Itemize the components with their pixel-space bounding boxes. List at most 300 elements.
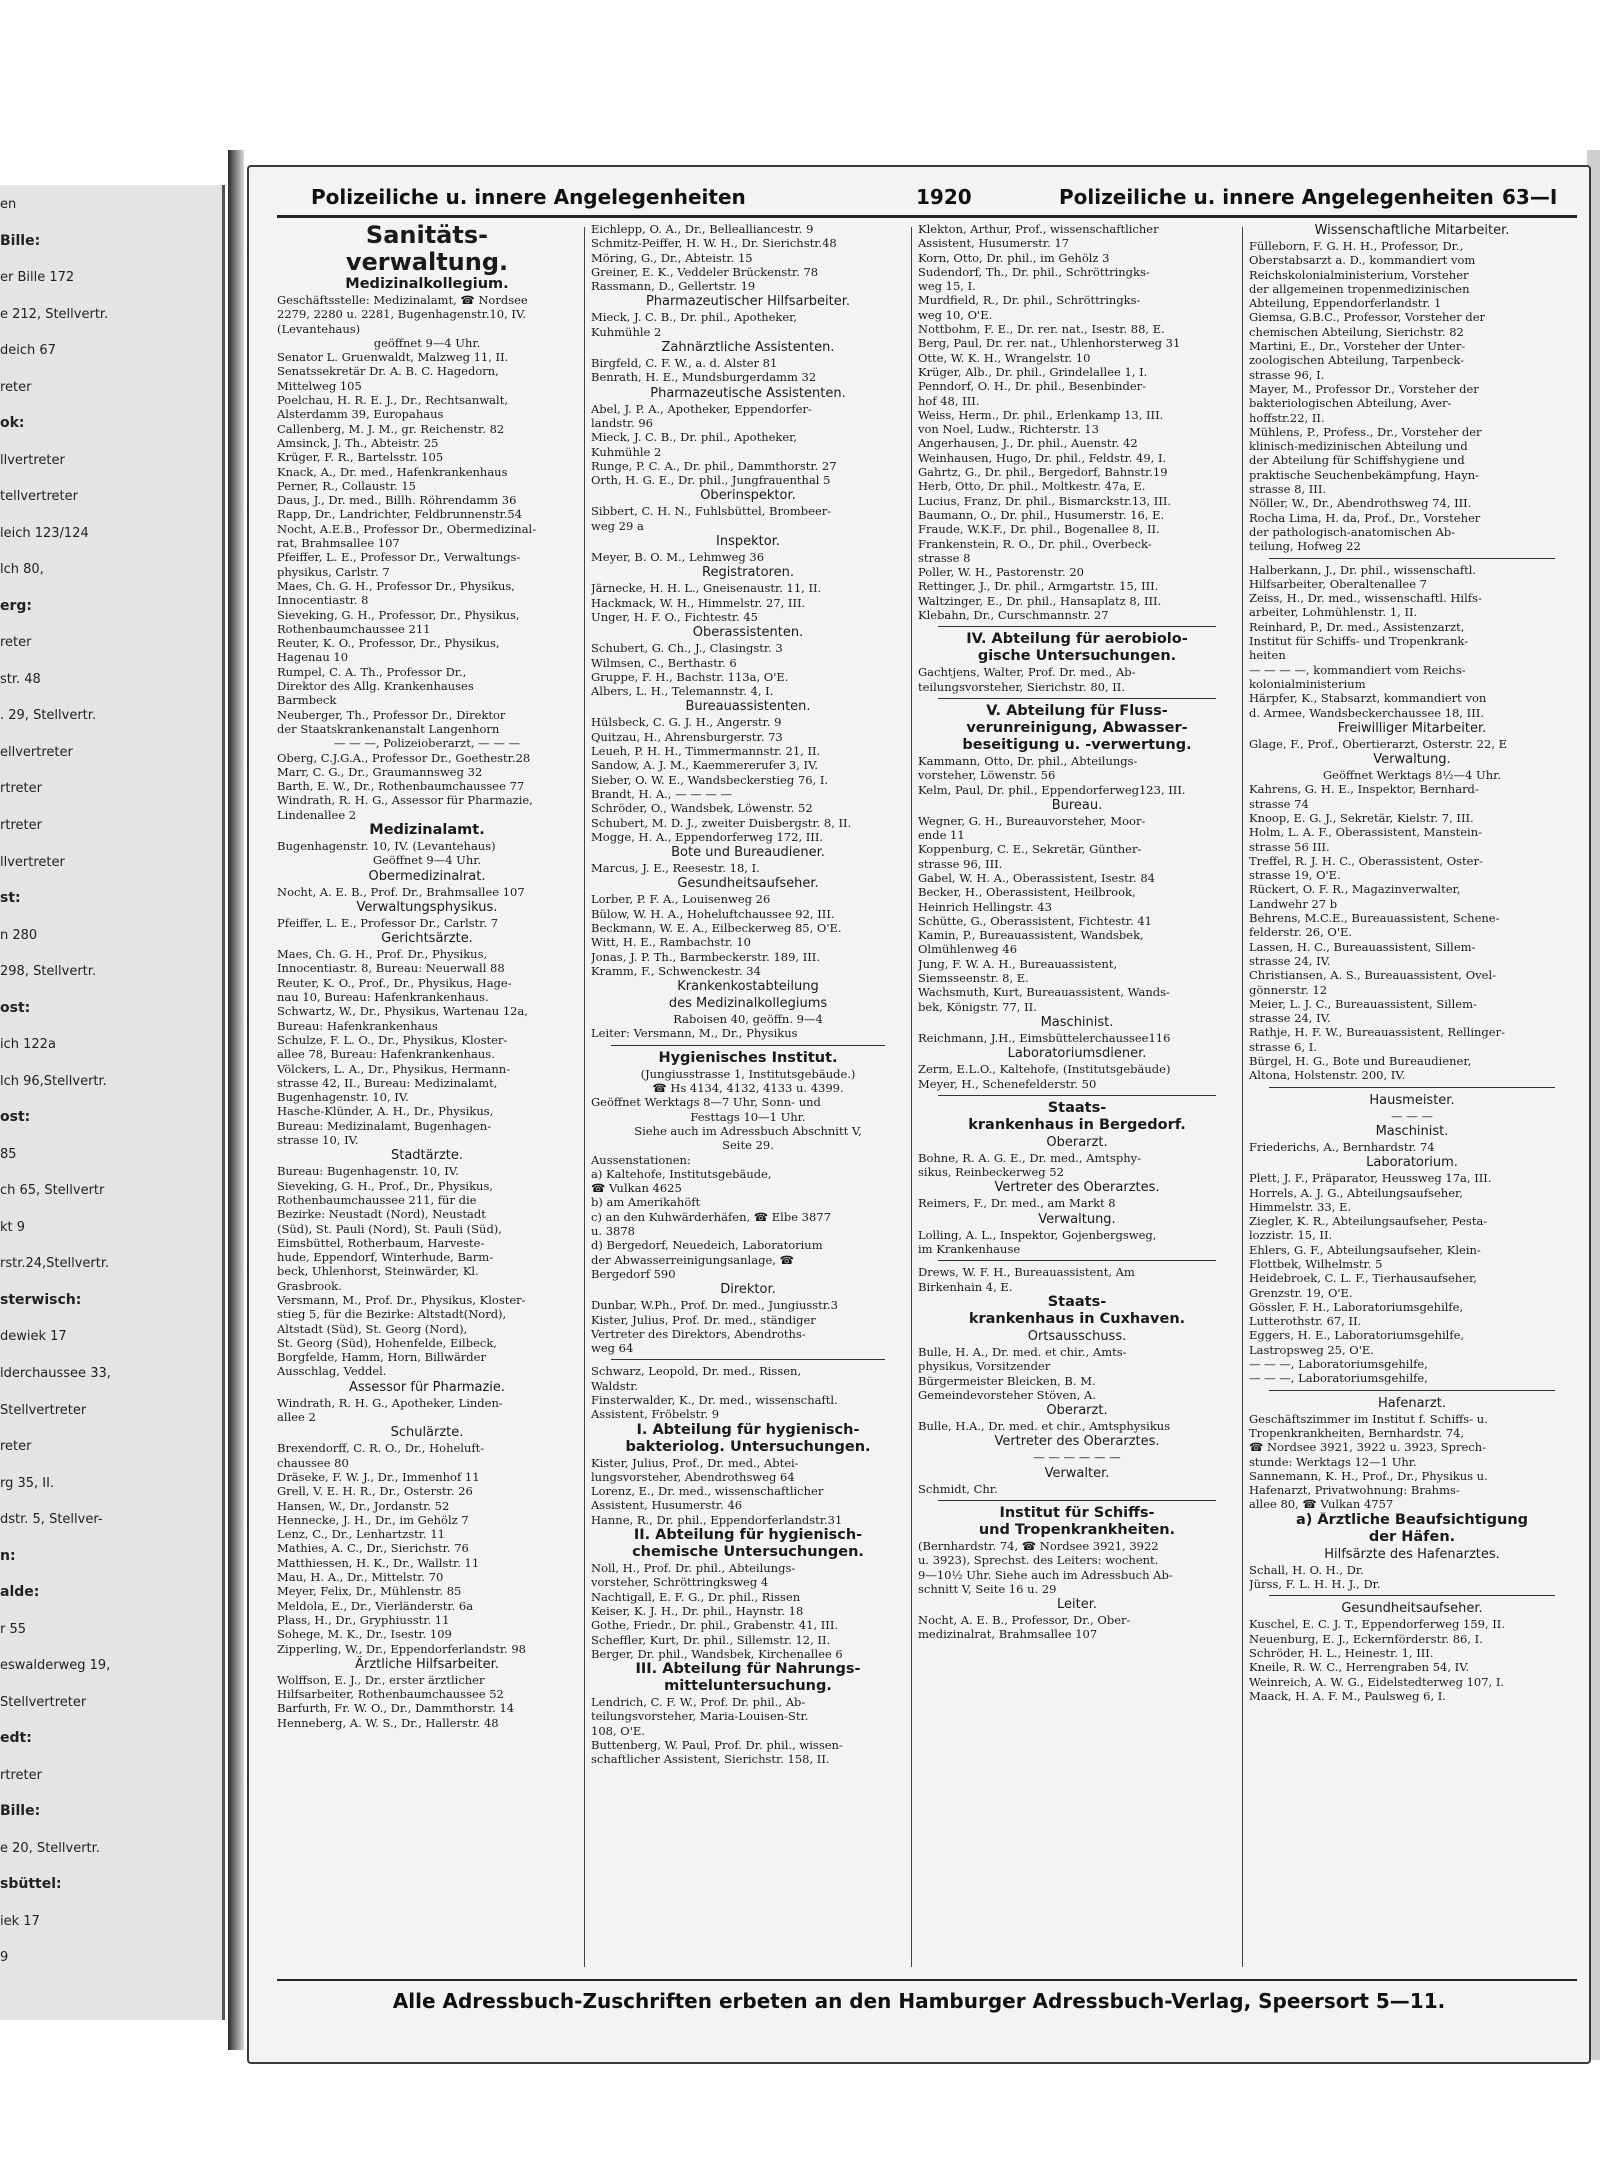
subsection-heading: Oberassistenten.	[692, 625, 804, 641]
directory-entry: Innocentiastr. 8	[277, 593, 369, 608]
previous-page-fragment: sbüttel:	[0, 1876, 62, 1893]
subsection-heading: Oberarzt.	[1046, 1134, 1108, 1150]
directory-entry: Hilfsarbeiter, Oberaltenallee 7	[1249, 576, 1427, 591]
directory-entry: Nocht, A.E.B., Professor Dr., Obermedizinal-	[277, 521, 537, 536]
column-2	[591, 222, 905, 1982]
directory-entry: Bezirke: Neustadt (Nord), Neustadt	[277, 1207, 486, 1222]
directory-entry: Reuter, K. O., Professor, Dr., Physikus,	[277, 636, 500, 651]
directory-entry: — — —	[1391, 1108, 1433, 1123]
directory-entry: Lendrich, C. F. W., Prof. Dr. phil., Ab-	[591, 1695, 806, 1710]
directory-entry: (Süd), St. Pauli (Nord), St. Pauli (Süd),	[277, 1221, 502, 1236]
previous-page-fragment: str. 48	[0, 671, 41, 687]
directory-entry: strasse 56 III.	[1249, 839, 1330, 854]
subsection-heading: Oberarzt.	[1046, 1403, 1108, 1419]
directory-entry: Bulle, H. A., Dr. med. et chir., Amts-	[918, 1344, 1127, 1359]
subsection-heading: Hafenarzt.	[1378, 1395, 1446, 1411]
directory-entry: Versmann, M., Prof. Dr., Physikus, Kloster-	[277, 1293, 526, 1307]
directory-entry: Abteilung, Eppendorferlandstr. 1	[1249, 296, 1442, 311]
subsection-heading: Leiter.	[1056, 1597, 1097, 1613]
directory-entry: 2279, 2280 u. 2281, Bugenhagenstr.10, IV.	[277, 307, 526, 322]
directory-entry: Lastropsweg 25, O'E.	[1249, 1342, 1374, 1357]
directory-entry: Plett, J. F., Präparator, Heussweg 17a, III.	[1249, 1171, 1492, 1186]
directory-entry: Meyer, Felix, Dr., Mühlenstr. 85	[277, 1584, 462, 1599]
directory-entry: strasse 6, I.	[1249, 1039, 1317, 1054]
directory-entry: Gothe, Friedr., Dr. phil., Grabenstr. 41, III.	[591, 1618, 839, 1633]
directory-entry: (Jungiusstrasse 1, Institutsgebäude.)	[640, 1066, 856, 1081]
directory-entry: Albers, L. H., Telemannstr. 4, I.	[591, 684, 774, 699]
directory-entry: Flottbek, Wilhelmstr. 5	[1249, 1257, 1383, 1271]
section-rule	[611, 1045, 885, 1046]
previous-page-fragment: alde:	[0, 1584, 40, 1601]
section-heading: III. Abteilung für Nahrungs-	[635, 1661, 861, 1678]
directory-entry: Sieber, O. W. E., Wandsbeckerstieg 76, I.	[591, 772, 829, 787]
section-heading: mitteluntersuchung.	[664, 1678, 832, 1695]
directory-entry: Kelm, Paul, Dr. phil., Eppendorferweg123, III.	[918, 782, 1186, 797]
subsection-heading: Verwaltung.	[1038, 1211, 1116, 1227]
previous-page-fragment: ch 65, Stellvertr	[0, 1183, 105, 1199]
directory-entry: Mau, H. A., Dr., Mittelstr. 70	[277, 1570, 444, 1585]
directory-entry: Assistent, Husumerstr. 17	[918, 236, 1070, 251]
directory-entry: Windrath, R. H. G., Assessor für Pharmazie,	[277, 793, 533, 808]
column-3	[918, 222, 1236, 1982]
directory-entry: stunde: Werktags 12—1 Uhr.	[1249, 1454, 1417, 1469]
directory-entry: Nocht, A. E. B., Professor, Dr., Ober-	[918, 1613, 1131, 1628]
subsection-heading: Inspektor.	[716, 534, 780, 550]
previous-page-edge	[0, 185, 225, 2020]
directory-entry: physikus, Vorsitzender	[918, 1359, 1051, 1374]
directory-entry: Barth, E. W., Dr., Rothenbaumchaussee 77	[277, 779, 525, 794]
previous-page-fragment: ok:	[0, 415, 25, 432]
directory-entry: Jung, F. W. A. H., Bureauassistent,	[918, 956, 1118, 971]
directory-entry: Leiter: Versmann, M., Dr., Physikus	[591, 1026, 798, 1041]
section-heading: Medizinalamt.	[369, 821, 485, 838]
subsection-heading: Vertreter des Oberarztes.	[994, 1434, 1160, 1450]
directory-entry: Behrens, M.C.E., Bureauassistent, Schene-	[1249, 911, 1500, 926]
directory-entry: Rückert, O. F. R., Magazinverwalter,	[1249, 882, 1461, 897]
directory-entry: Mieck, J. C. B., Dr. phil., Apotheker,	[591, 430, 798, 445]
directory-entry: Wegner, G. H., Bureauvorsteher, Moor-	[918, 813, 1146, 828]
directory-entry: Knoop, E. G. J., Sekretär, Kielstr. 7, III.	[1249, 810, 1474, 825]
subsection-heading: Vertreter des Oberarztes.	[994, 1180, 1160, 1196]
subsection-heading: Stadtärzte.	[390, 1148, 464, 1164]
directory-entry: Bürgermeister Bleicken, B. M.	[918, 1373, 1096, 1388]
directory-entry: Hansen, W., Dr., Jordanstr. 52	[277, 1498, 450, 1513]
directory-entry: Mathies, A. C., Dr., Sierichstr. 76	[277, 1541, 469, 1556]
directory-entry: Marcus, J. E., Reesestr. 18, I.	[591, 861, 760, 876]
directory-entry: Oberg, C.J.G.A., Professor Dr., Goethestr.28	[277, 750, 531, 765]
directory-entry: Bürgel, H. G., Bote und Bureaudiener,	[1249, 1054, 1472, 1069]
directory-entry: Härpfer, K., Stabsarzt, kommandiert von	[1249, 691, 1487, 706]
previous-page-fragment: rtreter	[0, 1767, 42, 1783]
directory-entry: Meier, L. J. C., Bureauassistent, Sillem-	[1249, 996, 1477, 1011]
directory-entry: klinisch-medizinischen Abteilung und	[1249, 439, 1468, 454]
directory-entry: strasse 74	[1249, 796, 1309, 811]
directory-entry: allee 80, ☎ Vulkan 4757	[1249, 1497, 1394, 1512]
directory-entry: Reichmann, J.H., Eimsbüttelerchaussee116	[918, 1030, 1171, 1045]
previous-page-fragment: e 212, Stellvertr.	[0, 306, 109, 322]
directory-entry: Krüger, Alb., Dr. phil., Grindelallee 1, I.	[918, 364, 1148, 379]
section-heading: Institut für Schiffs-	[999, 1505, 1155, 1521]
directory-entry: Becker, H., Oberassistent, Heilbrook,	[918, 885, 1136, 900]
directory-entry: c) an den Kuhwärderhäfen, ☎ Elbe 3877	[591, 1209, 831, 1224]
directory-entry: Mayer, M., Professor Dr., Vorsteher der	[1249, 381, 1479, 396]
directory-entry: Olmühlenweg 46	[918, 942, 1018, 957]
directory-entry: Gahrtz, G., Dr. phil., Bergedorf, Bahnstr.19	[918, 465, 1168, 480]
directory-entry: Beckmann, W. E. A., Eilbeckerweg 85, O'E.	[591, 920, 842, 935]
directory-entry: Callenberg, M. J. M., gr. Reichenstr. 82	[277, 421, 505, 436]
previous-page-fragment: dewiek 17	[0, 1329, 67, 1345]
header-rule	[277, 215, 1577, 218]
directory-entry: strasse 24, IV.	[1249, 1011, 1331, 1026]
directory-entry: Kamin, P., Bureauassistent, Wandsbek,	[918, 928, 1144, 943]
section-heading: und Tropenkrankheiten.	[978, 1522, 1176, 1538]
directory-entry: Mühlens, P., Profess., Dr., Vorsteher der	[1249, 424, 1482, 439]
subsection-heading: Gesundheitsaufseher.	[677, 876, 819, 892]
directory-entry: Perner, R., Collaustr. 15	[277, 478, 416, 493]
section-heading: Staats-	[1047, 1099, 1107, 1116]
directory-entry: chemischen Abteilung, Sierichstr. 82	[1249, 324, 1464, 339]
directory-entry: strasse 24, IV.	[1249, 953, 1331, 968]
directory-entry: bakteriologischen Abteilung, Aver-	[1249, 396, 1452, 411]
directory-entry: Schütte, G., Oberassistent, Fichtestr. 41	[918, 913, 1152, 928]
directory-entry: Kuhmühle 2	[591, 444, 662, 459]
directory-entry: Buttenberg, W. Paul, Prof. Dr. phil., wissen-	[591, 1738, 843, 1753]
section-rule	[938, 626, 1216, 627]
section-rule	[938, 1500, 1216, 1501]
directory-entry: Eichlepp, O. A., Dr., Bellealliancestr. 9	[591, 222, 814, 236]
directory-entry: Quitzau, H., Ahrensburgerstr. 73	[591, 729, 783, 744]
directory-entry: Mieck, J. C. B., Dr. phil., Apotheker,	[591, 310, 798, 325]
directory-entry: ☎ Vulkan 4625	[591, 1181, 682, 1196]
directory-entry: Meyer, H., Schenefelderstr. 50	[918, 1076, 1097, 1091]
directory-entry: Maack, H. A. F. M., Paulsweg 6, I.	[1249, 1688, 1446, 1703]
directory-entry: u. 3923), Sprechst. des Leiters: wochent.	[918, 1553, 1159, 1568]
directory-entry: Giemsa, G.B.C., Professor, Vorsteher der	[1249, 310, 1486, 325]
directory-entry: Gruppe, F. H., Bachstr. 113a, O'E.	[591, 669, 789, 684]
directory-entry: Glage, F., Prof., Obertierarzt, Osterstr. 22, E	[1249, 736, 1508, 751]
directory-entry: Schall, H. O. H., Dr.	[1249, 1562, 1364, 1577]
book-spine	[228, 150, 244, 2050]
directory-entry: hude, Eppendorf, Winterhude, Barm-	[277, 1250, 494, 1265]
directory-entry: Baumann, O., Dr. phil., Husumerstr. 16, E.	[918, 507, 1165, 522]
directory-entry: Kneile, R. W. C., Herrengraben 54, IV.	[1249, 1660, 1470, 1675]
directory-entry: — — —, Polizeioberarzt, — — —	[334, 736, 520, 751]
previous-page-fragment: rtreter	[0, 818, 42, 834]
directory-entry: Rocha Lima, H. da, Prof., Dr., Vorsteher	[1249, 510, 1481, 525]
section-heading: beseitigung u. -verwertung.	[962, 736, 1192, 753]
directory-entry: Altona, Holstenstr. 200, IV.	[1249, 1068, 1406, 1083]
directory-entry: Landwehr 27 b	[1249, 896, 1338, 911]
directory-entry: stieg 5, für die Bezirke: Altstadt(Nord),	[277, 1307, 507, 1322]
directory-entry: Martini, E., Dr., Vorsteher der Unter-	[1249, 339, 1466, 354]
directory-entry: Alsterdamm 39, Europahaus	[277, 407, 444, 422]
directory-entry: 9—10½ Uhr. Siehe auch im Adressbuch Ab-	[918, 1567, 1173, 1582]
directory-entry: Gachtjens, Walter, Prof. Dr. med., Ab-	[918, 665, 1136, 680]
directory-entry: Schwartz, W., Dr., Physikus, Wartenau 12a,	[277, 1004, 528, 1019]
footer-rule	[277, 1979, 1577, 1981]
section-heading: Staats-	[1047, 1293, 1107, 1310]
directory-entry: Barfurth, Fr. W. O., Dr., Dammthorstr. 14	[277, 1701, 515, 1716]
directory-entry: Bülow, W. H. A., Hoheluftchaussee 92, III.	[591, 906, 835, 921]
column-divider	[911, 227, 912, 1967]
previous-page-fragment: lderchaussee 33,	[0, 1365, 111, 1381]
directory-entry: Lassen, H. C., Bureauassistent, Sillem-	[1249, 939, 1476, 954]
directory-entry: Institut für Schiffs- und Tropenkrank-	[1249, 634, 1469, 649]
directory-entry: Wilmsen, C., Berthastr. 6	[591, 655, 737, 670]
page-number: 63—I	[1502, 185, 1558, 209]
directory-entry: Waldstr.	[591, 1378, 639, 1393]
directory-entry: Weinhausen, Hugo, Dr. phil., Feldstr. 49, I.	[918, 450, 1167, 465]
directory-entry: Reimers, F., Dr. med., am Markt 8	[918, 1196, 1116, 1211]
directory-entry: (Bernhardstr. 74, ☎ Nordsee 3921, 3922	[918, 1539, 1159, 1553]
directory-entry: ende 11	[918, 828, 965, 843]
directory-entry: Treffel, R. J. H. C., Oberassistent, Oster-	[1249, 853, 1483, 868]
directory-entry: Zipperling, W., Dr., Eppendorferlandstr. 98	[277, 1641, 527, 1656]
directory-entry: Windrath, R. H. G., Apotheker, Linden-	[277, 1395, 503, 1410]
directory-entry: Seite 29.	[722, 1138, 774, 1153]
subsection-heading: Maschinist.	[1040, 1014, 1114, 1030]
directory-entry: b) am Amerikahöft	[591, 1195, 701, 1210]
previous-page-fragment: sterwisch:	[0, 1291, 82, 1308]
section-rule	[1269, 1595, 1555, 1596]
subsection-heading: des Medizinalkollegiums	[668, 996, 828, 1012]
directory-entry: 108, O'E.	[591, 1723, 645, 1738]
directory-entry: Ausschlag, Veddel.	[277, 1364, 387, 1379]
directory-entry: Matthiessen, H. K., Dr., Wallstr. 11	[277, 1555, 480, 1570]
directory-entry: Reichskolonialministerium, Vorsteher	[1249, 267, 1469, 282]
directory-entry: Mittelweg 105	[277, 378, 362, 393]
directory-entry: Tropenkrankheiten, Bernhardstr. 74,	[1249, 1425, 1465, 1440]
header-right-title: Polizeiliche u. innere Angelegenheiten	[1059, 185, 1494, 209]
previous-page-fragment: r 55	[0, 1621, 27, 1637]
section-heading: a) Ärztliche Beaufsichtigung	[1295, 1511, 1529, 1528]
directory-entry: Sandow, A. J. M., Kaemmererufer 3, IV.	[591, 758, 819, 773]
directory-entry: Eimsbüttel, Rotherbaum, Harveste-	[277, 1235, 485, 1250]
directory-entry: Christiansen, A. S., Bureauassistent, Ovel-	[1249, 968, 1497, 983]
previous-page-fragment: reter	[0, 379, 32, 395]
previous-page-fragment: eswalderweg 19,	[0, 1658, 111, 1674]
directory-entry: Innocentiastr. 8, Bureau: Neuerwall 88	[277, 961, 505, 976]
directory-entry: u. 3878	[591, 1224, 635, 1239]
directory-entry: Heidebroek, C. L. F., Tierhausaufseher,	[1249, 1271, 1477, 1286]
directory-entry: — — —, Laboratoriumsgehilfe,	[1249, 1371, 1428, 1386]
directory-entry: Neuberger, Th., Professor Dr., Direktor	[277, 707, 506, 722]
directory-entry: Bureau: Bugenhagenstr. 10, IV.	[277, 1164, 459, 1179]
previous-page-fragment: tellvertreter	[0, 489, 78, 505]
directory-entry: Pfeiffer, L. E., Professor Dr., Carlstr. 7	[277, 915, 499, 930]
directory-entry: Unger, H. F. O., Fichtestr. 45	[591, 609, 759, 624]
directory-entry: Herb, Otto, Dr. phil., Moltkestr. 47a, E.	[918, 479, 1146, 494]
directory-entry: Berg, Paul, Dr. rer. nat., Uhlenhorsterweg 31	[918, 336, 1181, 351]
previous-page-fragment: llvertreter	[0, 854, 65, 870]
directory-entry: Maes, Ch. G. H., Professor Dr., Physikus,	[277, 578, 515, 593]
directory-entry: Drews, W. F. H., Bureauassistent, Am	[918, 1265, 1135, 1280]
subsection-heading: Freiwilliger Mitarbeiter.	[1337, 720, 1487, 736]
directory-entry: allee 78, Bureau: Hafenkrankenhaus.	[277, 1047, 495, 1062]
directory-entry: Poller, W. H., Pastorenstr. 20	[918, 565, 1084, 580]
subsection-heading: Maschinist.	[1375, 1123, 1449, 1139]
directory-entry: Ehlers, G. F., Abteilungsaufseher, Klein-	[1249, 1242, 1481, 1257]
directory-entry: Abel, J. P. A., Apotheker, Eppendorfer-	[591, 401, 812, 416]
previous-page-fragment: Bille:	[0, 1803, 41, 1820]
directory-entry: Marr, C. G., Dr., Graumannsweg 32	[277, 764, 483, 779]
directory-entry: Hackmack, W. H., Himmelstr. 27, III.	[591, 595, 806, 610]
directory-entry: landstr. 96	[591, 415, 654, 430]
directory-entry: Holm, L. A. F., Oberassistent, Manstein-	[1249, 825, 1482, 840]
directory-entry: Schulze, F. L. O., Dr., Physikus, Kloster-	[277, 1032, 508, 1047]
directory-entry: Lorenz, E., Dr. med., wissenschaftlicher	[591, 1484, 824, 1499]
directory-entry: Hennecke, J. H., Dr., im Gehölz 7	[277, 1512, 469, 1527]
directory-entry: Grasbrook.	[277, 1278, 342, 1293]
directory-entry: Lenz, C., Dr., Lenhartzstr. 11	[277, 1527, 445, 1542]
directory-entry: Geöffnet Werktags 8½—4 Uhr.	[1322, 768, 1502, 783]
directory-entry: Leueh, P. H. H., Timmermannstr. 21, II.	[591, 744, 821, 759]
directory-entry: Himmelstr. 33, E.	[1249, 1199, 1352, 1214]
previous-page-fragment: 85	[0, 1146, 17, 1162]
subsection-heading: Verwaltung.	[1373, 752, 1451, 768]
directory-entry: Brandt, H. A., — — — —	[591, 786, 733, 801]
directory-entry: Weiss, Herm., Dr. phil., Erlenkamp 13, III.	[918, 407, 1164, 422]
header-year: 1920	[916, 185, 972, 209]
directory-entry: von Noel, Ludw., Richterstr. 13	[918, 422, 1099, 437]
directory-entry: geöffnet 9—4 Uhr.	[373, 335, 481, 350]
directory-entry: Klebahn, Dr., Curschmannstr. 27	[918, 608, 1109, 623]
directory-entry: Rathje, H. F. W., Bureauassistent, Rellinger-	[1249, 1025, 1505, 1040]
directory-entry: Frankenstein, R. O., Dr. phil., Overbeck-	[918, 536, 1152, 551]
directory-entry: Lutterothstr. 67, II.	[1249, 1314, 1362, 1329]
directory-entry: Kuschel, E. C. J. T., Eppendorferweg 159, II.	[1249, 1617, 1506, 1632]
directory-entry: Scheffler, Kurt, Dr. phil., Sillemstr. 12, II.	[591, 1632, 831, 1647]
subsection-heading: Schulärzte.	[390, 1425, 464, 1441]
directory-entry: Henneberg, A. W. S., Dr., Hallerstr. 48	[277, 1715, 499, 1730]
section-heading: I. Abteilung für hygienisch-	[636, 1421, 860, 1438]
directory-entry: Schmidt, Chr.	[918, 1481, 998, 1496]
directory-entry: beck, Uhlenhorst, Steinwärder, Kl.	[277, 1264, 479, 1279]
directory-entry: d) Bergedorf, Neuedeich, Laboratorium	[591, 1238, 823, 1253]
directory-entry: Sohege, M. K., Dr., Isestr. 109	[277, 1627, 452, 1642]
directory-entry: Rothenbaumchaussee 211	[277, 621, 431, 636]
directory-entry: rat, Brahmsallee 107	[277, 536, 400, 551]
directory-entry: strasse 19, O'E.	[1249, 868, 1341, 883]
directory-entry: felderstr. 26, O'E.	[1249, 925, 1353, 940]
directory-entry: Geöffnet 9—4 Uhr.	[372, 853, 482, 868]
directory-entry: Sibbert, C. H. N., Fuhlsbüttel, Brombeer-	[591, 504, 832, 519]
directory-entry: Noll, H., Prof. Dr. phil., Abteilungs-	[591, 1561, 796, 1576]
directory-entry: Kuhmühle 2	[591, 324, 662, 339]
directory-entry: Neuenburg, E. J., Eckernförderstr. 86, I.	[1249, 1631, 1483, 1646]
directory-entry: Aussenstationen:	[591, 1152, 691, 1167]
directory-entry: Siehe auch im Adressbuch Abschnitt V,	[634, 1123, 862, 1138]
directory-entry: — — — —, kommandiert vom Reichs-	[1249, 662, 1466, 677]
directory-entry: strasse 42, II., Bureau: Medizinalamt,	[277, 1075, 498, 1090]
section-rule	[938, 1095, 1216, 1096]
directory-entry: Pfeiffer, L. E., Professor Dr., Verwaltungs-	[277, 550, 521, 565]
directory-entry: Geschäftsstelle: Medizinalamt, ☎ Nordsee	[277, 293, 528, 307]
directory-entry: Korn, Otto, Dr. phil., im Gehölz 3	[918, 250, 1110, 265]
previous-page-fragment: llvertreter	[0, 452, 65, 468]
directory-entry: Angerhausen, J., Dr. phil., Auenstr. 42	[918, 436, 1138, 451]
subsection-heading: Laboratoriumsdiener.	[1007, 1046, 1147, 1062]
directory-entry: allee 2	[277, 1410, 316, 1425]
directory-entry: Hilfsarbeiter, Rothenbaumchaussee 52	[277, 1687, 504, 1702]
section-rule	[1269, 1390, 1555, 1391]
previous-page-fragment: iek 17	[0, 1913, 40, 1929]
directory-entry: Runge, P. C. A., Dr. phil., Dammthorstr. 27	[591, 458, 837, 473]
directory-entry: Schwarz, Leopold, Dr. med., Rissen,	[591, 1364, 802, 1379]
footer-notice: Alle Adressbuch-Zuschriften erbeten an den Hamburger Adressbuch-Verlag, Speersort 5—11.	[392, 1989, 1446, 2013]
section-rule	[1269, 1087, 1555, 1088]
directory-entry: weg 15, I.	[918, 279, 976, 294]
directory-entry: d. Armee, Wandsbeckerchaussee 18, III.	[1249, 705, 1484, 720]
section-heading: gische Untersuchungen.	[977, 648, 1177, 665]
subsection-heading: Bote und Bureaudiener.	[671, 845, 825, 861]
directory-entry: hof 48, III.	[918, 393, 980, 408]
previous-page-fragment: ellvertreter	[0, 744, 73, 760]
directory-entry: Lucius, Franz, Dr. phil., Bismarckstr.13, III.	[918, 493, 1172, 508]
directory-entry: Birkenhain 4, E.	[918, 1279, 1013, 1294]
directory-entry: arbeiter, Lohmühlenstr. 1, II.	[1249, 605, 1418, 620]
subsection-heading: Oberinspektor.	[700, 488, 796, 504]
directory-entry: Lolling, A. L., Inspektor, Gojenbergsweg,	[918, 1227, 1157, 1242]
directory-entry: Horrels, A. J. G., Abteilungsaufseher,	[1249, 1185, 1463, 1200]
directory-entry: Benrath, H. E., Mundsburgerdamm 32	[591, 370, 817, 385]
directory-entry: Zeiss, H., Dr. med., wissenschaftl. Hilfs-	[1249, 591, 1482, 606]
section-heading: krankenhaus in Bergedorf.	[968, 1116, 1186, 1133]
directory-entry: Maes, Ch. G. H., Prof. Dr., Physikus,	[277, 947, 488, 962]
section-heading: krankenhaus in Cuxhaven.	[968, 1310, 1186, 1327]
directory-entry: vorsteher, Schröttringksweg 4	[591, 1575, 769, 1590]
section-heading: Hygienisches Institut.	[658, 1049, 838, 1066]
subsection-heading: Krankenkostabteilung	[677, 979, 819, 995]
directory-entry: Rapp, Dr., Landrichter, Feldbrunnenstr.54	[277, 507, 523, 522]
directory-entry: Nottbohm, F. E., Dr. rer. nat., Isestr. 88, E.	[918, 322, 1165, 337]
section-rule	[1269, 558, 1555, 559]
directory-entry: Bergedorf 590	[591, 1266, 676, 1281]
directory-entry: Vertreter des Direktors, Abendroths-	[591, 1326, 806, 1341]
previous-page-fragment: Stellvertreter	[0, 1694, 87, 1710]
subsection-heading: Obermedizinalrat.	[368, 868, 486, 884]
section-heading: verunreinigung, Abwasser-	[966, 719, 1188, 736]
directory-entry: Eggers, H. E., Laboratoriumsgehilfe,	[1249, 1328, 1465, 1343]
subsection-heading: Hausmeister.	[1369, 1092, 1455, 1108]
directory-entry: chaussee 80	[277, 1455, 349, 1470]
directory-entry: physikus, Carlstr. 7	[277, 564, 390, 579]
directory-entry: Friederichs, A., Bernhardstr. 74	[1249, 1139, 1435, 1154]
directory-entry: Schröder, O., Wandsbek, Löwenstr. 52	[591, 801, 813, 816]
directory-entry: Assistent, Fröbelstr. 9	[591, 1407, 720, 1422]
directory-entry: kolonialministerium	[1249, 676, 1366, 691]
previous-page-fragment: kt 9	[0, 1219, 26, 1235]
previous-page-fragment: deich 67	[0, 343, 56, 359]
previous-page-fragment: rstr.24,Stellvertr.	[0, 1256, 110, 1272]
directory-entry: Assistent, Husumerstr. 46	[591, 1498, 743, 1513]
directory-entry: Meldola, E., Dr., Vierländerstr. 6a	[277, 1598, 474, 1613]
directory-entry: der Staatskrankenanstalt Langenhorn	[277, 721, 500, 736]
directory-entry: sikus, Reinbeckerweg 52	[918, 1165, 1064, 1180]
directory-entry: Heinrich Hellingstr. 43	[918, 899, 1052, 914]
directory-entry: der Abwasserreinigungsanlage, ☎	[591, 1252, 794, 1267]
previous-page-fragment: . 29, Stellvertr.	[0, 708, 97, 724]
directory-entry: Finsterwalder, K., Dr. med., wissenschaftl.	[591, 1393, 838, 1407]
department-title: Sanitäts-	[365, 222, 489, 249]
directory-entry: Sieveking, G. H., Professor, Dr., Physikus,	[277, 607, 520, 622]
directory-entry: Kahrens, G. H. E., Inspektor, Bernhard-	[1249, 782, 1479, 797]
directory-entry: Plass, H., Dr., Gryphiusstr. 11	[277, 1612, 450, 1627]
directory-entry: Siemsseenstr. 8, E.	[918, 971, 1029, 986]
directory-entry: medizinalrat, Brahmsallee 107	[918, 1627, 1098, 1642]
previous-page-fragment: 298, Stellvertr.	[0, 964, 97, 980]
directory-entry: Lindenallee 2	[277, 807, 357, 822]
